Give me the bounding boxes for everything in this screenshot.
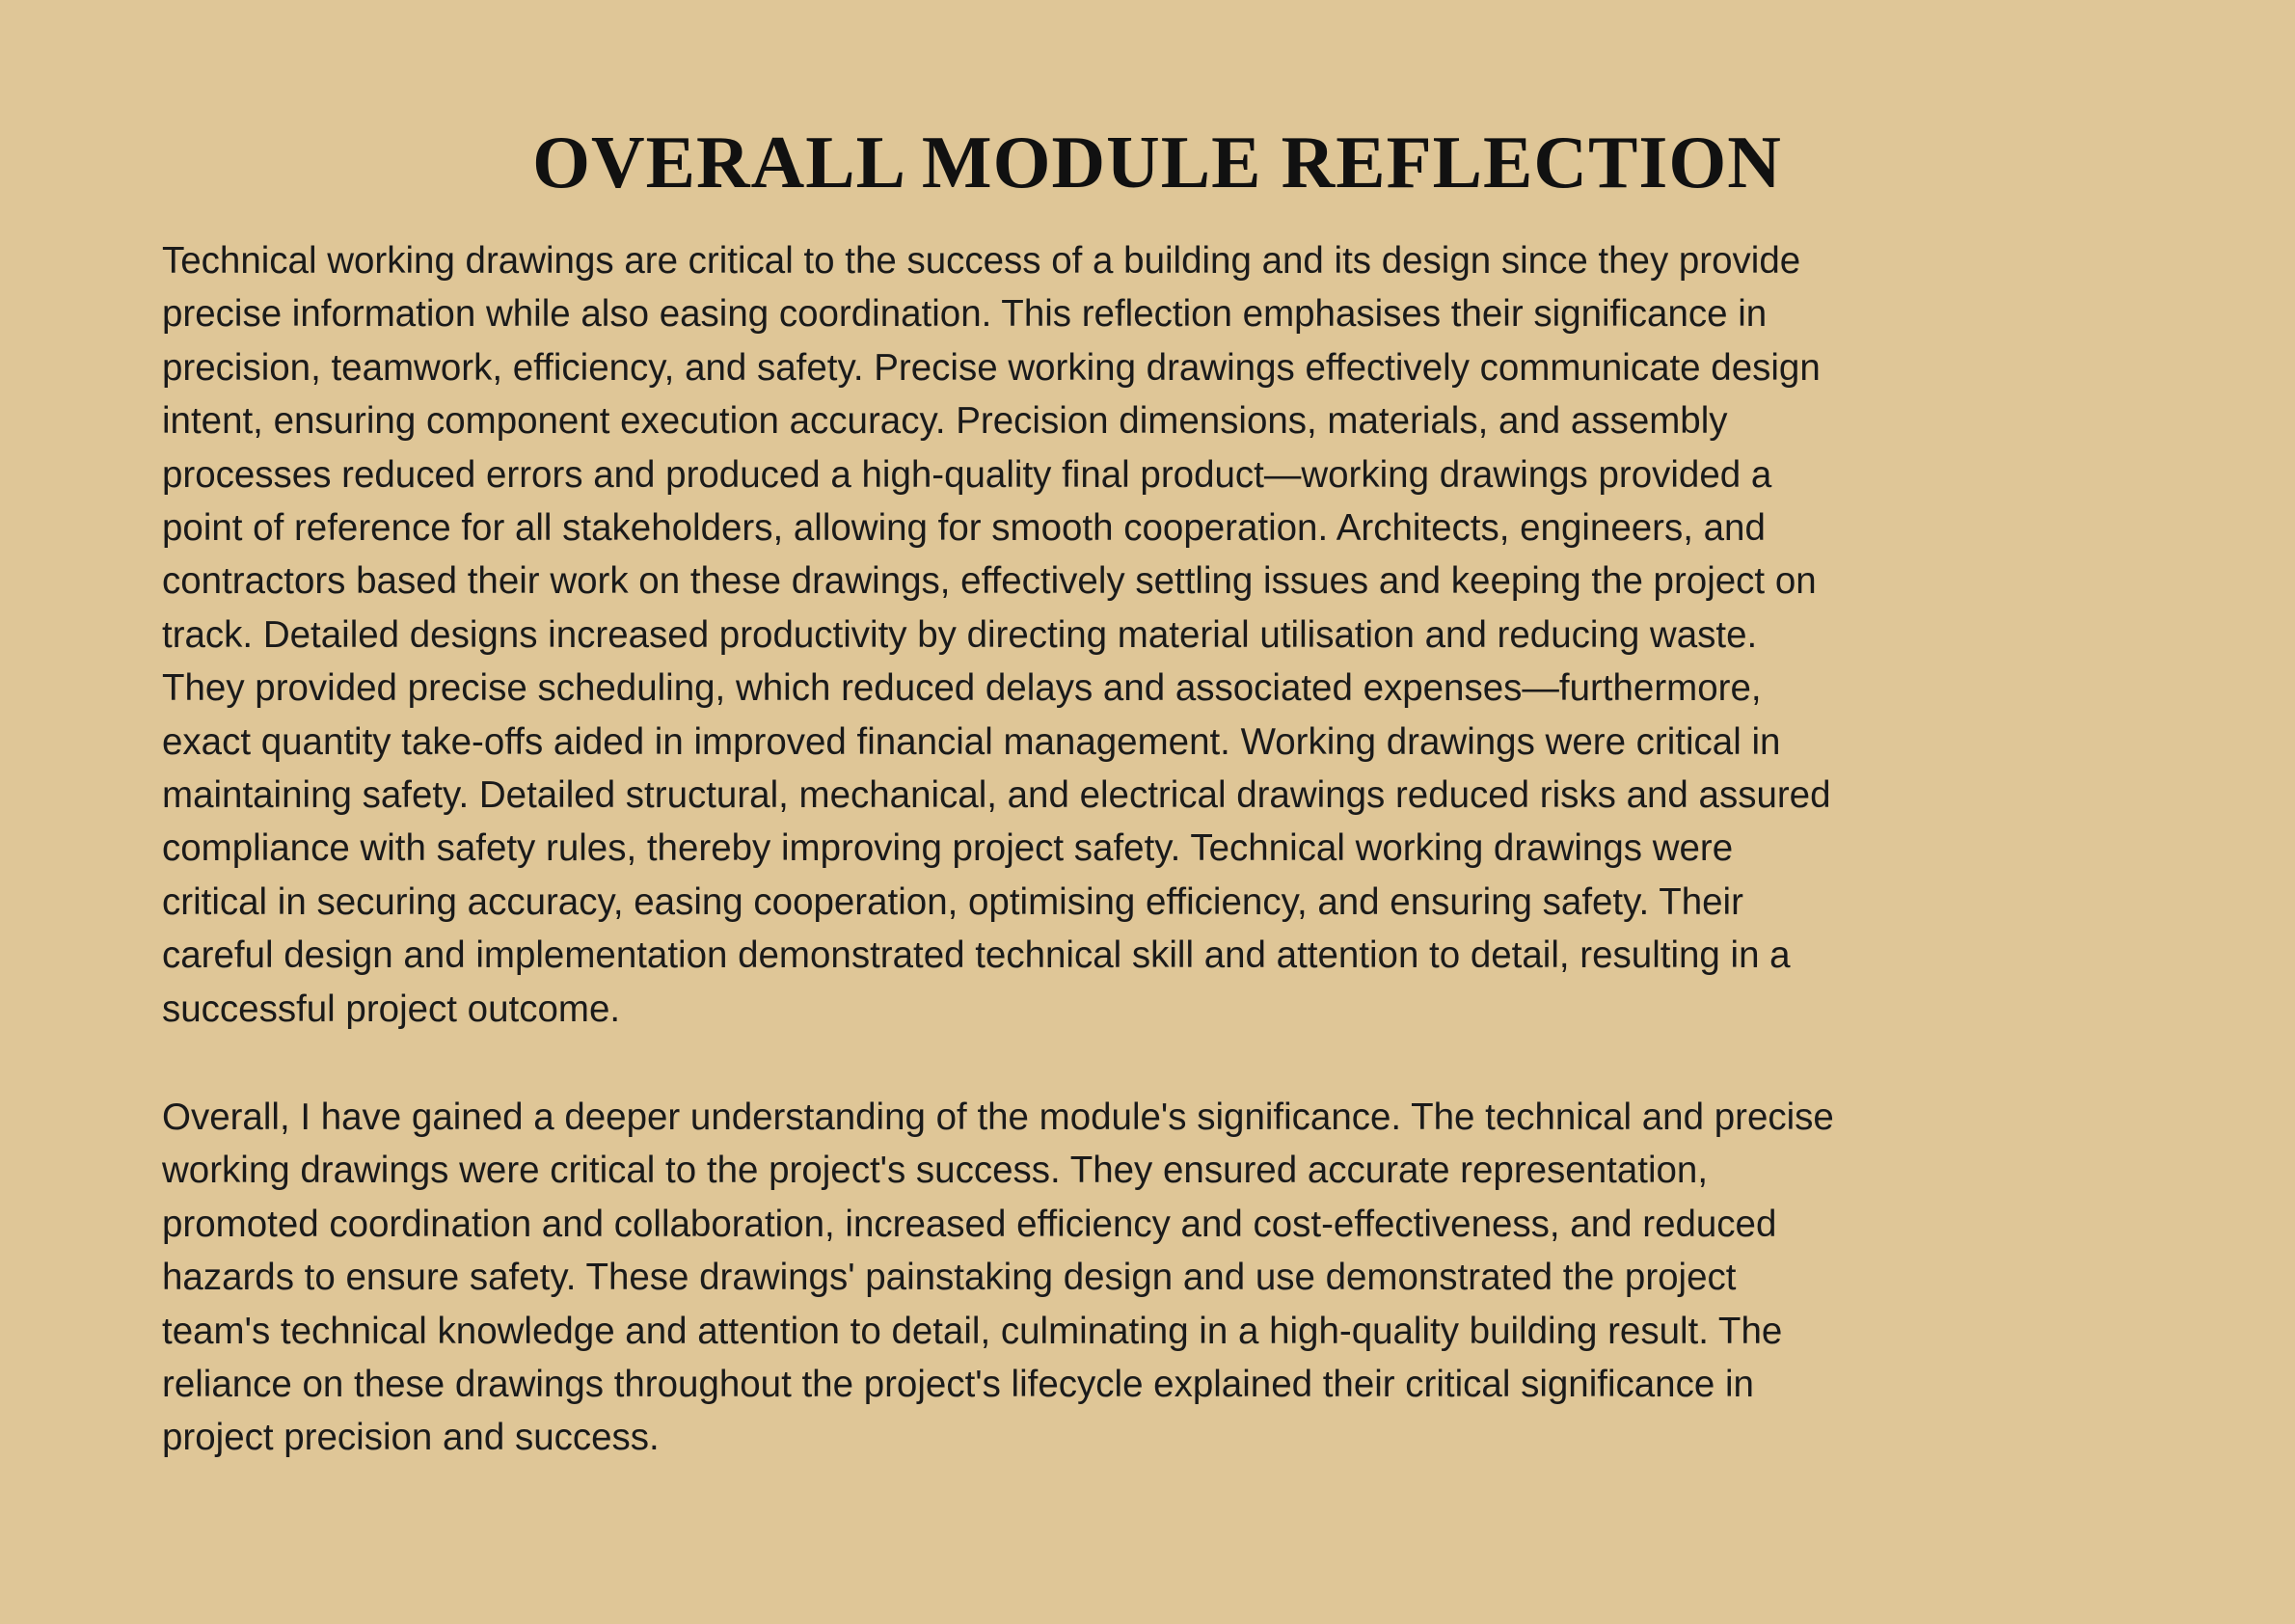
reflection-paragraph-2: Overall, I have gained a deeper understanding of the module's significance. The technical and precise working drawings were critical to the project's success. They ensured accurate representation, promoted coordination and collaboration, increased efficiency and cost-effectiveness, and reduced hazards to ensure safety. These drawings' painstaking design and use demonstrated the project team's technical knowledge and attention to detail, culminating in a high-quality building result. The reliance on these drawings throughout the project's lifecycle explained their critical significance in project precision and success. xyxy=(162,1096,1834,1459)
reflection-paragraph-1: Technical working drawings are critical to the success of a building and its design since they provide precise information while also easing coordination. This reflection emphasises their significance in precision, teamwork, efficiency, and safety. Precise working drawings effectively communicate design intent, ensuring component execution accuracy. Precision dimensions, materials, and assembly processes reduced errors and produced a high-quality final product—working drawings provided a point of reference for all stakeholders, allowing for smooth cooperation. Architects, engineers, and contractors based their work on these drawings, effectively settling issues and keeping the project on track. Detailed designs increased productivity by directing material utilisation and reducing waste. They provided precise scheduling, which reduced delays and associated expenses—furthermore, exact quantity take-offs aided in improved financial management. Working drawings were critical in maintaining safety. Detailed structural, mechanical, and electrical drawings reduced risks and assured compliance with safety rules, thereby improving project safety. Technical working drawings were critical in securing accuracy, easing cooperation, optimising efficiency, and ensuring safety. Their careful design and implementation demonstrated technical skill and attention to detail, resulting in a successful project outcome. xyxy=(162,240,1831,1030)
page-title: OVERALL MODULE REFLECTION xyxy=(532,121,1782,203)
